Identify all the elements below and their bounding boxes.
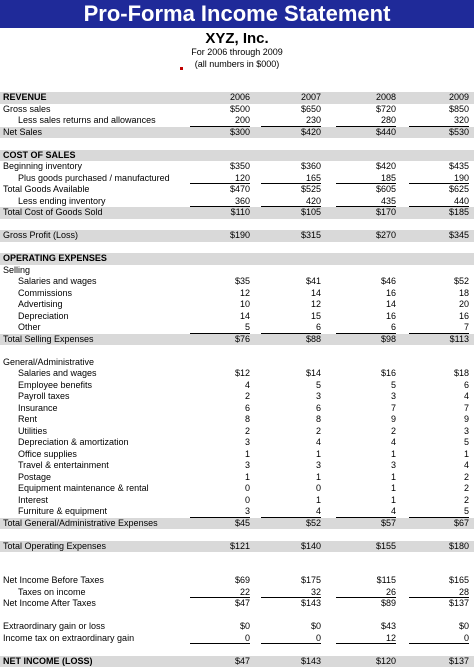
row-value: 2006 — [180, 92, 250, 104]
row-value: 2 — [399, 483, 469, 495]
row-value: $850 — [399, 104, 469, 116]
row-value: 1 — [251, 449, 321, 461]
row-label: Equipment maintenance & rental — [18, 483, 149, 495]
table-row — [0, 311, 474, 323]
row-value: 12 — [180, 288, 250, 300]
row-value: $0 — [180, 621, 250, 633]
row-value: 3 — [180, 460, 250, 472]
row-label: Total General/Administrative Expenses — [3, 518, 158, 530]
row-value: 165 — [251, 173, 321, 185]
row-label: Selling — [3, 265, 30, 277]
row-value: $12 — [180, 368, 250, 380]
row-value: $47 — [180, 598, 250, 610]
row-label: Total Goods Available — [3, 184, 89, 196]
row-value: 5 — [180, 322, 250, 334]
table-row — [0, 633, 474, 645]
row-value: 3 — [180, 506, 250, 518]
row-label: Postage — [18, 472, 51, 484]
row-label: Income tax on extraordinary gain — [3, 633, 134, 645]
row-label: Employee benefits — [18, 380, 92, 392]
row-value: 5 — [399, 437, 469, 449]
row-value: 6 — [251, 403, 321, 415]
row-value: $625 — [399, 184, 469, 196]
table-row — [0, 426, 474, 438]
row-value: $43 — [326, 621, 396, 633]
row-value: 12 — [326, 633, 396, 645]
row-value: $0 — [399, 621, 469, 633]
table-row — [0, 621, 474, 633]
row-value: $35 — [180, 276, 250, 288]
table-row — [0, 483, 474, 495]
table-row — [0, 299, 474, 311]
table-row — [0, 173, 474, 185]
row-label: Rent — [18, 414, 37, 426]
row-value: 0 — [251, 633, 321, 645]
row-value: $165 — [399, 575, 469, 587]
row-value: $69 — [180, 575, 250, 587]
row-value: 1 — [326, 472, 396, 484]
table-row — [0, 414, 474, 426]
row-label: Total Cost of Goods Sold — [3, 207, 103, 219]
row-value: 2 — [180, 391, 250, 403]
row-value: 4 — [399, 460, 469, 472]
row-value: $88 — [251, 334, 321, 346]
row-value: 7 — [326, 403, 396, 415]
row-value: 1 — [326, 449, 396, 461]
table-row — [0, 403, 474, 415]
row-value: $52 — [399, 276, 469, 288]
row-label: Utilities — [18, 426, 47, 438]
row-value: $470 — [180, 184, 250, 196]
row-value: 2008 — [326, 92, 396, 104]
row-value: 7 — [399, 322, 469, 334]
table-row — [0, 575, 474, 587]
row-value: $110 — [180, 207, 250, 219]
row-label: Gross Profit (Loss) — [3, 230, 78, 242]
row-value: 2 — [251, 426, 321, 438]
row-value: 1 — [251, 472, 321, 484]
table-row — [0, 196, 474, 208]
row-value: 6 — [326, 322, 396, 334]
row-value: $350 — [180, 161, 250, 173]
row-value: $650 — [251, 104, 321, 116]
row-label: Payroll taxes — [18, 391, 70, 403]
row-value: $345 — [399, 230, 469, 242]
row-value: 0 — [399, 633, 469, 645]
table-row — [0, 541, 474, 553]
row-value: 5 — [251, 380, 321, 392]
row-value: $113 — [399, 334, 469, 346]
row-value: 3 — [251, 460, 321, 472]
row-value: 1 — [326, 495, 396, 507]
row-value: 7 — [399, 403, 469, 415]
row-value: $420 — [251, 127, 321, 139]
table-row — [0, 138, 474, 150]
row-value: 4 — [326, 437, 396, 449]
table-row — [0, 495, 474, 507]
table-row — [0, 288, 474, 300]
row-value: 440 — [399, 196, 469, 208]
row-value: 9 — [326, 414, 396, 426]
row-value: $89 — [326, 598, 396, 610]
row-label: Commissions — [18, 288, 72, 300]
row-value: $185 — [399, 207, 469, 219]
row-value: 0 — [180, 483, 250, 495]
row-value: 14 — [180, 311, 250, 323]
table-row — [0, 437, 474, 449]
table-row — [0, 127, 474, 139]
table-row — [0, 92, 474, 104]
row-value: 6 — [180, 403, 250, 415]
row-label: General/Administrative — [3, 357, 94, 369]
table-row — [0, 115, 474, 127]
table-row — [0, 276, 474, 288]
row-value: 4 — [251, 437, 321, 449]
row-value: $45 — [180, 518, 250, 530]
row-value: 230 — [251, 115, 321, 127]
row-label: Less ending inventory — [18, 196, 106, 208]
row-value: $76 — [180, 334, 250, 346]
row-value: $121 — [180, 541, 250, 553]
table-row — [0, 598, 474, 610]
row-label: NET INCOME (LOSS) — [3, 656, 93, 667]
table-row — [0, 587, 474, 599]
row-label: Total Operating Expenses — [3, 541, 106, 553]
row-value: $605 — [326, 184, 396, 196]
row-value: 14 — [251, 288, 321, 300]
row-value: $47 — [180, 656, 250, 667]
row-value: 2 — [180, 426, 250, 438]
table-row — [0, 368, 474, 380]
row-value: 2009 — [399, 92, 469, 104]
units-note: (all numbers in $000) — [0, 59, 474, 69]
row-value: 190 — [399, 173, 469, 185]
row-value: 2 — [399, 495, 469, 507]
row-value: $720 — [326, 104, 396, 116]
row-value: $0 — [251, 621, 321, 633]
row-value: 14 — [326, 299, 396, 311]
row-value: 1 — [180, 449, 250, 461]
table-row — [0, 184, 474, 196]
row-value: $140 — [251, 541, 321, 553]
row-value: 200 — [180, 115, 250, 127]
table-row — [0, 644, 474, 656]
row-value: 18 — [399, 288, 469, 300]
row-label: Travel & entertainment — [18, 460, 109, 472]
row-label: Interest — [18, 495, 48, 507]
row-value: 16 — [326, 311, 396, 323]
row-value: 12 — [251, 299, 321, 311]
row-label: Advertising — [18, 299, 63, 311]
row-value: 435 — [326, 196, 396, 208]
row-value: 0 — [180, 633, 250, 645]
row-label: COST OF SALES — [3, 150, 76, 162]
table-row — [0, 380, 474, 392]
row-value: 26 — [326, 587, 396, 599]
row-label: Total Selling Expenses — [3, 334, 94, 346]
row-value: 420 — [251, 196, 321, 208]
row-value: 1 — [326, 483, 396, 495]
row-value: $41 — [251, 276, 321, 288]
row-label: Depreciation — [18, 311, 69, 323]
table-row — [0, 150, 474, 162]
table-row — [0, 345, 474, 357]
row-value: $360 — [251, 161, 321, 173]
table-row — [0, 472, 474, 484]
row-value: 32 — [251, 587, 321, 599]
table-row — [0, 449, 474, 461]
row-value: 22 — [180, 587, 250, 599]
row-value: 2 — [399, 472, 469, 484]
row-value: 280 — [326, 115, 396, 127]
row-label: Taxes on income — [18, 587, 86, 599]
row-value: $105 — [251, 207, 321, 219]
row-value: $420 — [326, 161, 396, 173]
row-value: $530 — [399, 127, 469, 139]
row-value: 1 — [399, 449, 469, 461]
row-value: 1 — [180, 472, 250, 484]
row-value: $500 — [180, 104, 250, 116]
row-value: $315 — [251, 230, 321, 242]
row-label: Beginning inventory — [3, 161, 82, 173]
table-row — [0, 334, 474, 346]
row-value: 2007 — [251, 92, 321, 104]
row-value: 320 — [399, 115, 469, 127]
row-label: OPERATING EXPENSES — [3, 253, 107, 265]
row-value: 6 — [399, 380, 469, 392]
table-row — [0, 506, 474, 518]
table-row — [0, 104, 474, 116]
row-value: 5 — [399, 506, 469, 518]
row-value: $98 — [326, 334, 396, 346]
row-value: $270 — [326, 230, 396, 242]
row-value: $180 — [399, 541, 469, 553]
row-value: $143 — [251, 598, 321, 610]
row-value: 3 — [326, 391, 396, 403]
row-value: 6 — [251, 322, 321, 334]
row-label: REVENUE — [3, 92, 47, 104]
row-value: 8 — [251, 414, 321, 426]
row-label: Furniture & equipment — [18, 506, 107, 518]
row-label: Less sales returns and allowances — [18, 115, 156, 127]
row-value: 185 — [326, 173, 396, 185]
row-label: Salaries and wages — [18, 276, 97, 288]
table-row — [0, 253, 474, 265]
period-text: For 2006 through 2009 — [0, 47, 474, 57]
table-row — [0, 460, 474, 472]
row-value: $170 — [326, 207, 396, 219]
row-label: Net Income Before Taxes — [3, 575, 104, 587]
row-value: 20 — [399, 299, 469, 311]
table-row — [0, 265, 474, 277]
row-value: 8 — [180, 414, 250, 426]
row-label: Insurance — [18, 403, 58, 415]
table-row — [0, 529, 474, 541]
row-label: Net Sales — [3, 127, 42, 139]
row-label: Net Income After Taxes — [3, 598, 96, 610]
row-value: $525 — [251, 184, 321, 196]
row-value: 0 — [180, 495, 250, 507]
row-value: $190 — [180, 230, 250, 242]
row-value: $18 — [399, 368, 469, 380]
row-value: 2 — [326, 426, 396, 438]
row-value: $16 — [326, 368, 396, 380]
row-value: $46 — [326, 276, 396, 288]
row-value: 0 — [251, 483, 321, 495]
row-value: 3 — [399, 426, 469, 438]
row-value: $155 — [326, 541, 396, 553]
row-value: 1 — [251, 495, 321, 507]
company-name: XYZ, Inc. — [0, 30, 474, 47]
row-value: 16 — [399, 311, 469, 323]
table-row — [0, 230, 474, 242]
row-value: $115 — [326, 575, 396, 587]
table-row — [0, 207, 474, 219]
row-label: Gross sales — [3, 104, 51, 116]
row-label: Depreciation & amortization — [18, 437, 129, 449]
row-label: Extraordinary gain or loss — [3, 621, 105, 633]
row-value: 5 — [326, 380, 396, 392]
statement-title-banner — [0, 0, 474, 28]
row-value: $137 — [399, 656, 469, 667]
row-value: 3 — [180, 437, 250, 449]
row-value: $300 — [180, 127, 250, 139]
table-row — [0, 242, 474, 254]
table-row — [0, 518, 474, 530]
row-value: 3 — [251, 391, 321, 403]
row-value: 10 — [180, 299, 250, 311]
row-value: 9 — [399, 414, 469, 426]
row-value: 3 — [326, 460, 396, 472]
row-value: $57 — [326, 518, 396, 530]
row-value: 120 — [180, 173, 250, 185]
row-value: $137 — [399, 598, 469, 610]
row-value: $67 — [399, 518, 469, 530]
table-row — [0, 161, 474, 173]
table-row — [0, 552, 474, 564]
row-value: $14 — [251, 368, 321, 380]
row-label: Plus goods purchased / manufactured — [18, 173, 170, 185]
cell-comment-marker — [180, 67, 183, 70]
row-value: 4 — [399, 391, 469, 403]
row-value: $175 — [251, 575, 321, 587]
table-row — [0, 656, 474, 667]
table-row — [0, 322, 474, 334]
table-row — [0, 357, 474, 369]
row-label: Office supplies — [18, 449, 77, 461]
row-value: $52 — [251, 518, 321, 530]
table-row — [0, 219, 474, 231]
row-value: $440 — [326, 127, 396, 139]
row-label: Salaries and wages — [18, 368, 97, 380]
row-value: 360 — [180, 196, 250, 208]
row-value: 15 — [251, 311, 321, 323]
table-row — [0, 564, 474, 576]
row-value: 16 — [326, 288, 396, 300]
row-value: 4 — [180, 380, 250, 392]
table-row — [0, 391, 474, 403]
row-value: 28 — [399, 587, 469, 599]
row-value: $120 — [326, 656, 396, 667]
statement-title: Pro-Forma Income Statement — [84, 1, 391, 27]
row-label: Other — [18, 322, 41, 334]
row-value: 4 — [326, 506, 396, 518]
row-value: $435 — [399, 161, 469, 173]
table-row — [0, 610, 474, 622]
row-value: 4 — [251, 506, 321, 518]
row-value: $143 — [251, 656, 321, 667]
